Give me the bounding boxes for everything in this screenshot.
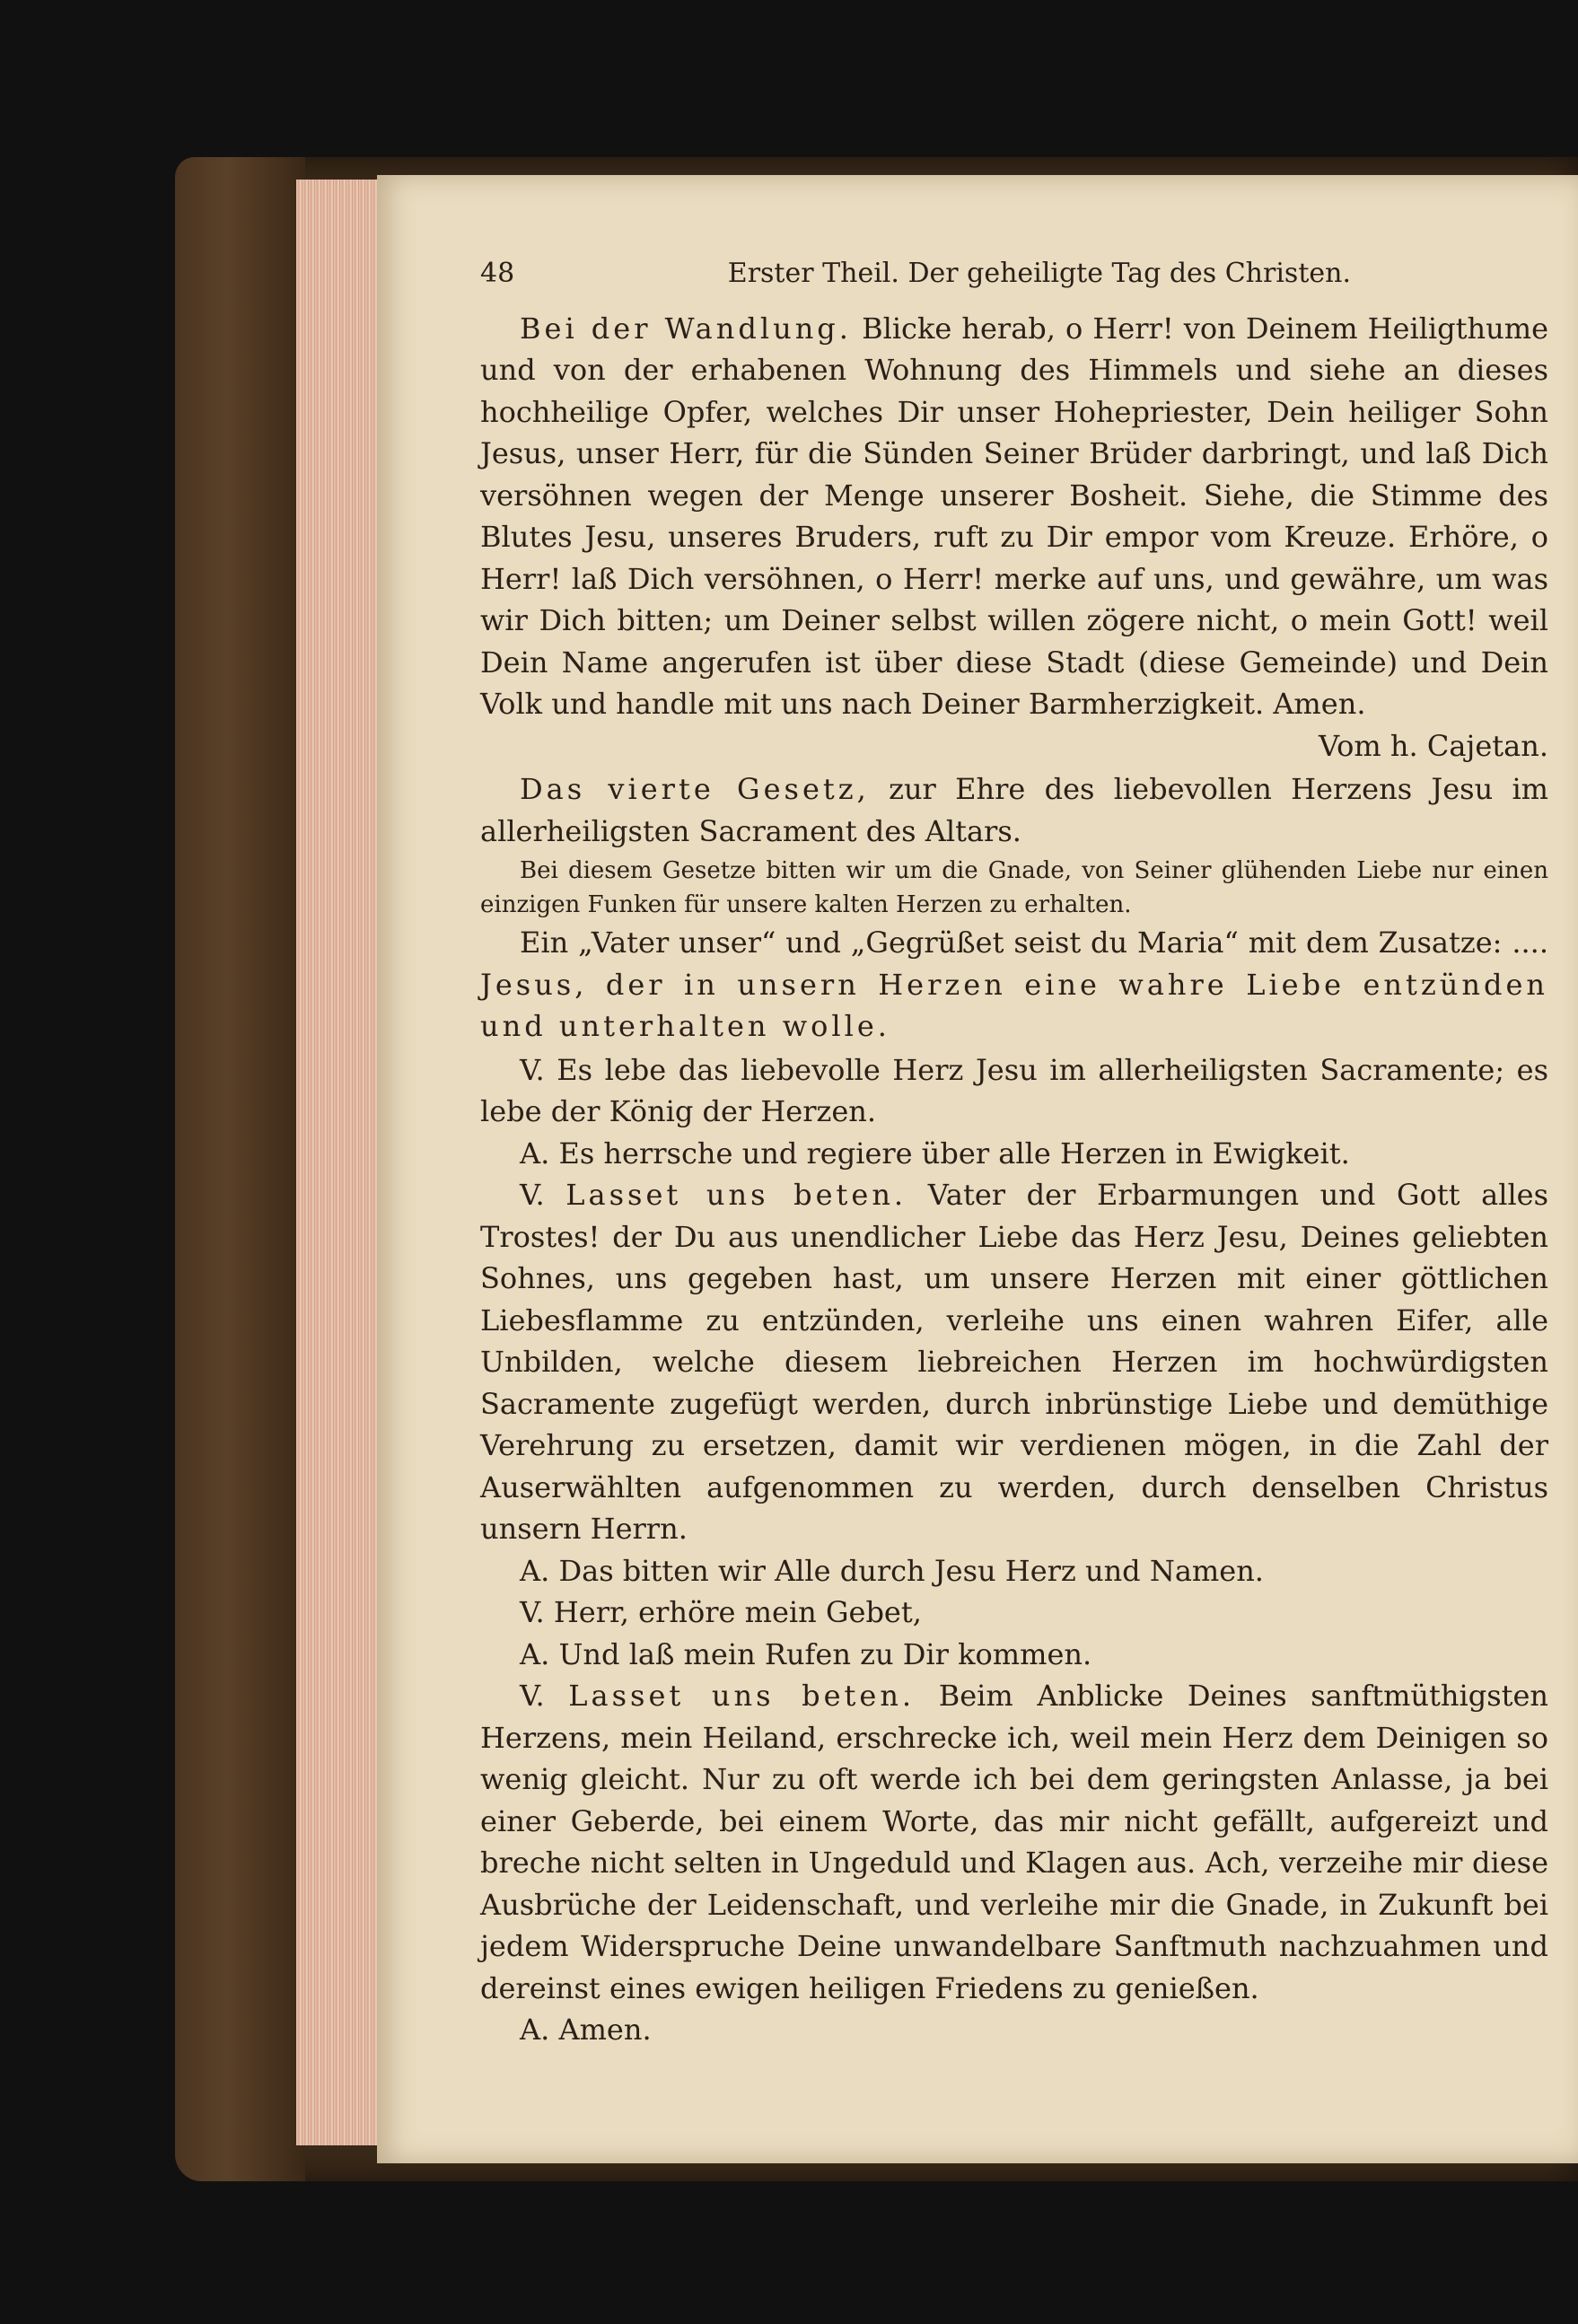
verse-label: V. — [520, 1052, 545, 1087]
verse-row — [480, 1049, 1548, 1133]
response-text: Das bitten wir Alle durch Jesu Herz und Namen. — [558, 1553, 1264, 1588]
prayer-text: Beim Anblicke Deines sanftmüthigsten Herzens, mein Heiland, erschrecke ich, weil mein Herz dem Deinigen so wenig gleicht. Nur zu oft werde ich bei dem geringsten Anlasse, ja bei einer Geberde, bei einem Worte, das mir nicht gefällt, aufgereizt und breche nicht selten in Ungeduld und Klagen aus. Ach, verzeihe mir diese Ausbrüche der Leidenschaft, und verleihe mir die Gnade, in Zukunft bei jedem Widerspruche Deine unwandelbare Sanftmuth nachzuahmen und dereinst eines ewigen heiligen Friedens zu genießen. — [480, 1679, 1549, 2005]
response-row — [480, 1634, 1548, 1676]
page-number: 48 — [480, 258, 515, 289]
wandlung-paragraph — [480, 308, 1548, 767]
running-title: Erster Theil. Der geheiligte Tag des Christen. — [727, 258, 1351, 289]
verse-row — [480, 1133, 1548, 1175]
wandlung-lead: Bei der Wandlung. — [520, 311, 852, 346]
response-row — [480, 1592, 1548, 1634]
response-label: V. — [520, 1595, 545, 1629]
page-text — [480, 253, 1548, 2051]
gesetz-lead: Das vierte Gesetz, — [520, 772, 870, 806]
prayer-label: V. — [520, 1178, 545, 1212]
response-row — [480, 1550, 1548, 1592]
gesetz-paragraph — [480, 768, 1548, 852]
verse-text: Es lebe das liebevolle Herz Jesu im allerheiligsten Sacramente; es lebe der König der Herzen. — [480, 1052, 1549, 1128]
instruction-spaced: Jesus, der in unsern Herzen eine wahre Liebe entzünden und unterhalten wolle. — [480, 967, 1548, 1043]
closing-row — [480, 2009, 1548, 2051]
prayer-text: Vater der Erbarmungen und Gott alles Trostes! der Du aus unendlicher Liebe das Herz Jesu, Deines geliebten Sohnes, uns gegeben hast, um unsere Herzen mit einer göttlichen Liebesflamme zu entzünden, verleihe uns einen wahren Eifer, alle Unbilden, welche diesem liebreichen Herzen im hochwürdigsten Sacramente zugefügt werden, durch inbrünstige Liebe und demüthige Verehrung zu ersetzen, damit wir verdienen mögen, in die Zahl der Auserwählten aufgenommen zu werden, durch denselben Christus unsern Herrn. — [480, 1178, 1549, 1546]
small-note: Bei diesem Gesetze bitten wir um die Gnade, von Seiner glühenden Liebe nur einen einzigen Funken für unsere kalten Herzen zu erhalten. — [480, 857, 1548, 918]
prayer-lead: Lasset uns beten. — [565, 1178, 907, 1212]
closing-text: Amen. — [558, 2013, 652, 2047]
response-text: Herr, erhöre mein Gebet, — [553, 1595, 922, 1629]
response-text: Und laß mein Rufen zu Dir kommen. — [558, 1636, 1092, 1671]
verse-label: A. — [520, 1136, 550, 1171]
prayer-label: V. — [520, 1679, 545, 1713]
page-edges — [296, 180, 381, 2145]
prayer-paragraph — [480, 1174, 1548, 1550]
closing-label: A. — [520, 2013, 550, 2047]
instruction-text: Ein „Vater unser“ und „Gegrüßet seist du Maria“ mit dem Zusatze: .... — [520, 925, 1548, 960]
wandlung-text: Blicke herab, o Herr! von Deinem Heiligthume und von der erhabenen Wohnung des Himmels und siehe an dieses hochheilige Opfer, welches Dir unser Hohepriester, Dein heiliger Sohn Jesus, unser Herr, für die Sünden Seiner Brüder darbringt, und laß Dich versöhnen wegen der Menge unserer Bosheit. Siehe, die Stimme des Blutes Jesu, unseres Bruders, ruft zu Dir empor vom Kreuze. Erhöre, o Herr! laß Dich versöhnen, o Herr! merke auf uns, und gewähre, um was wir Dich bitten; um Deiner selbst willen zögere nicht, o mein Gott! weil Dein Name angerufen ist über diese Stadt (diese Gemeinde) und Dein Volk und handle mit uns nach Deiner Barmherzigkeit. Amen. — [480, 311, 1549, 721]
verse-text: Es herrsche und regiere über alle Herzen in Ewigkeit. — [558, 1136, 1350, 1171]
wandlung-attribution: Vom h. Cajetan. — [1318, 728, 1548, 763]
gesetz-text: zur Ehre des liebevollen Herzens Jesu im allerheiligsten Sacrament des Altars. — [480, 772, 1549, 848]
response-label: A. — [520, 1636, 550, 1671]
instruction-paragraph — [480, 922, 1548, 1048]
prayer-paragraph — [480, 1675, 1548, 2009]
response-label: A. — [520, 1553, 550, 1588]
book-spine — [175, 157, 305, 2181]
prayer-lead: Lasset uns beten. — [568, 1679, 916, 1713]
running-header — [480, 253, 1548, 295]
